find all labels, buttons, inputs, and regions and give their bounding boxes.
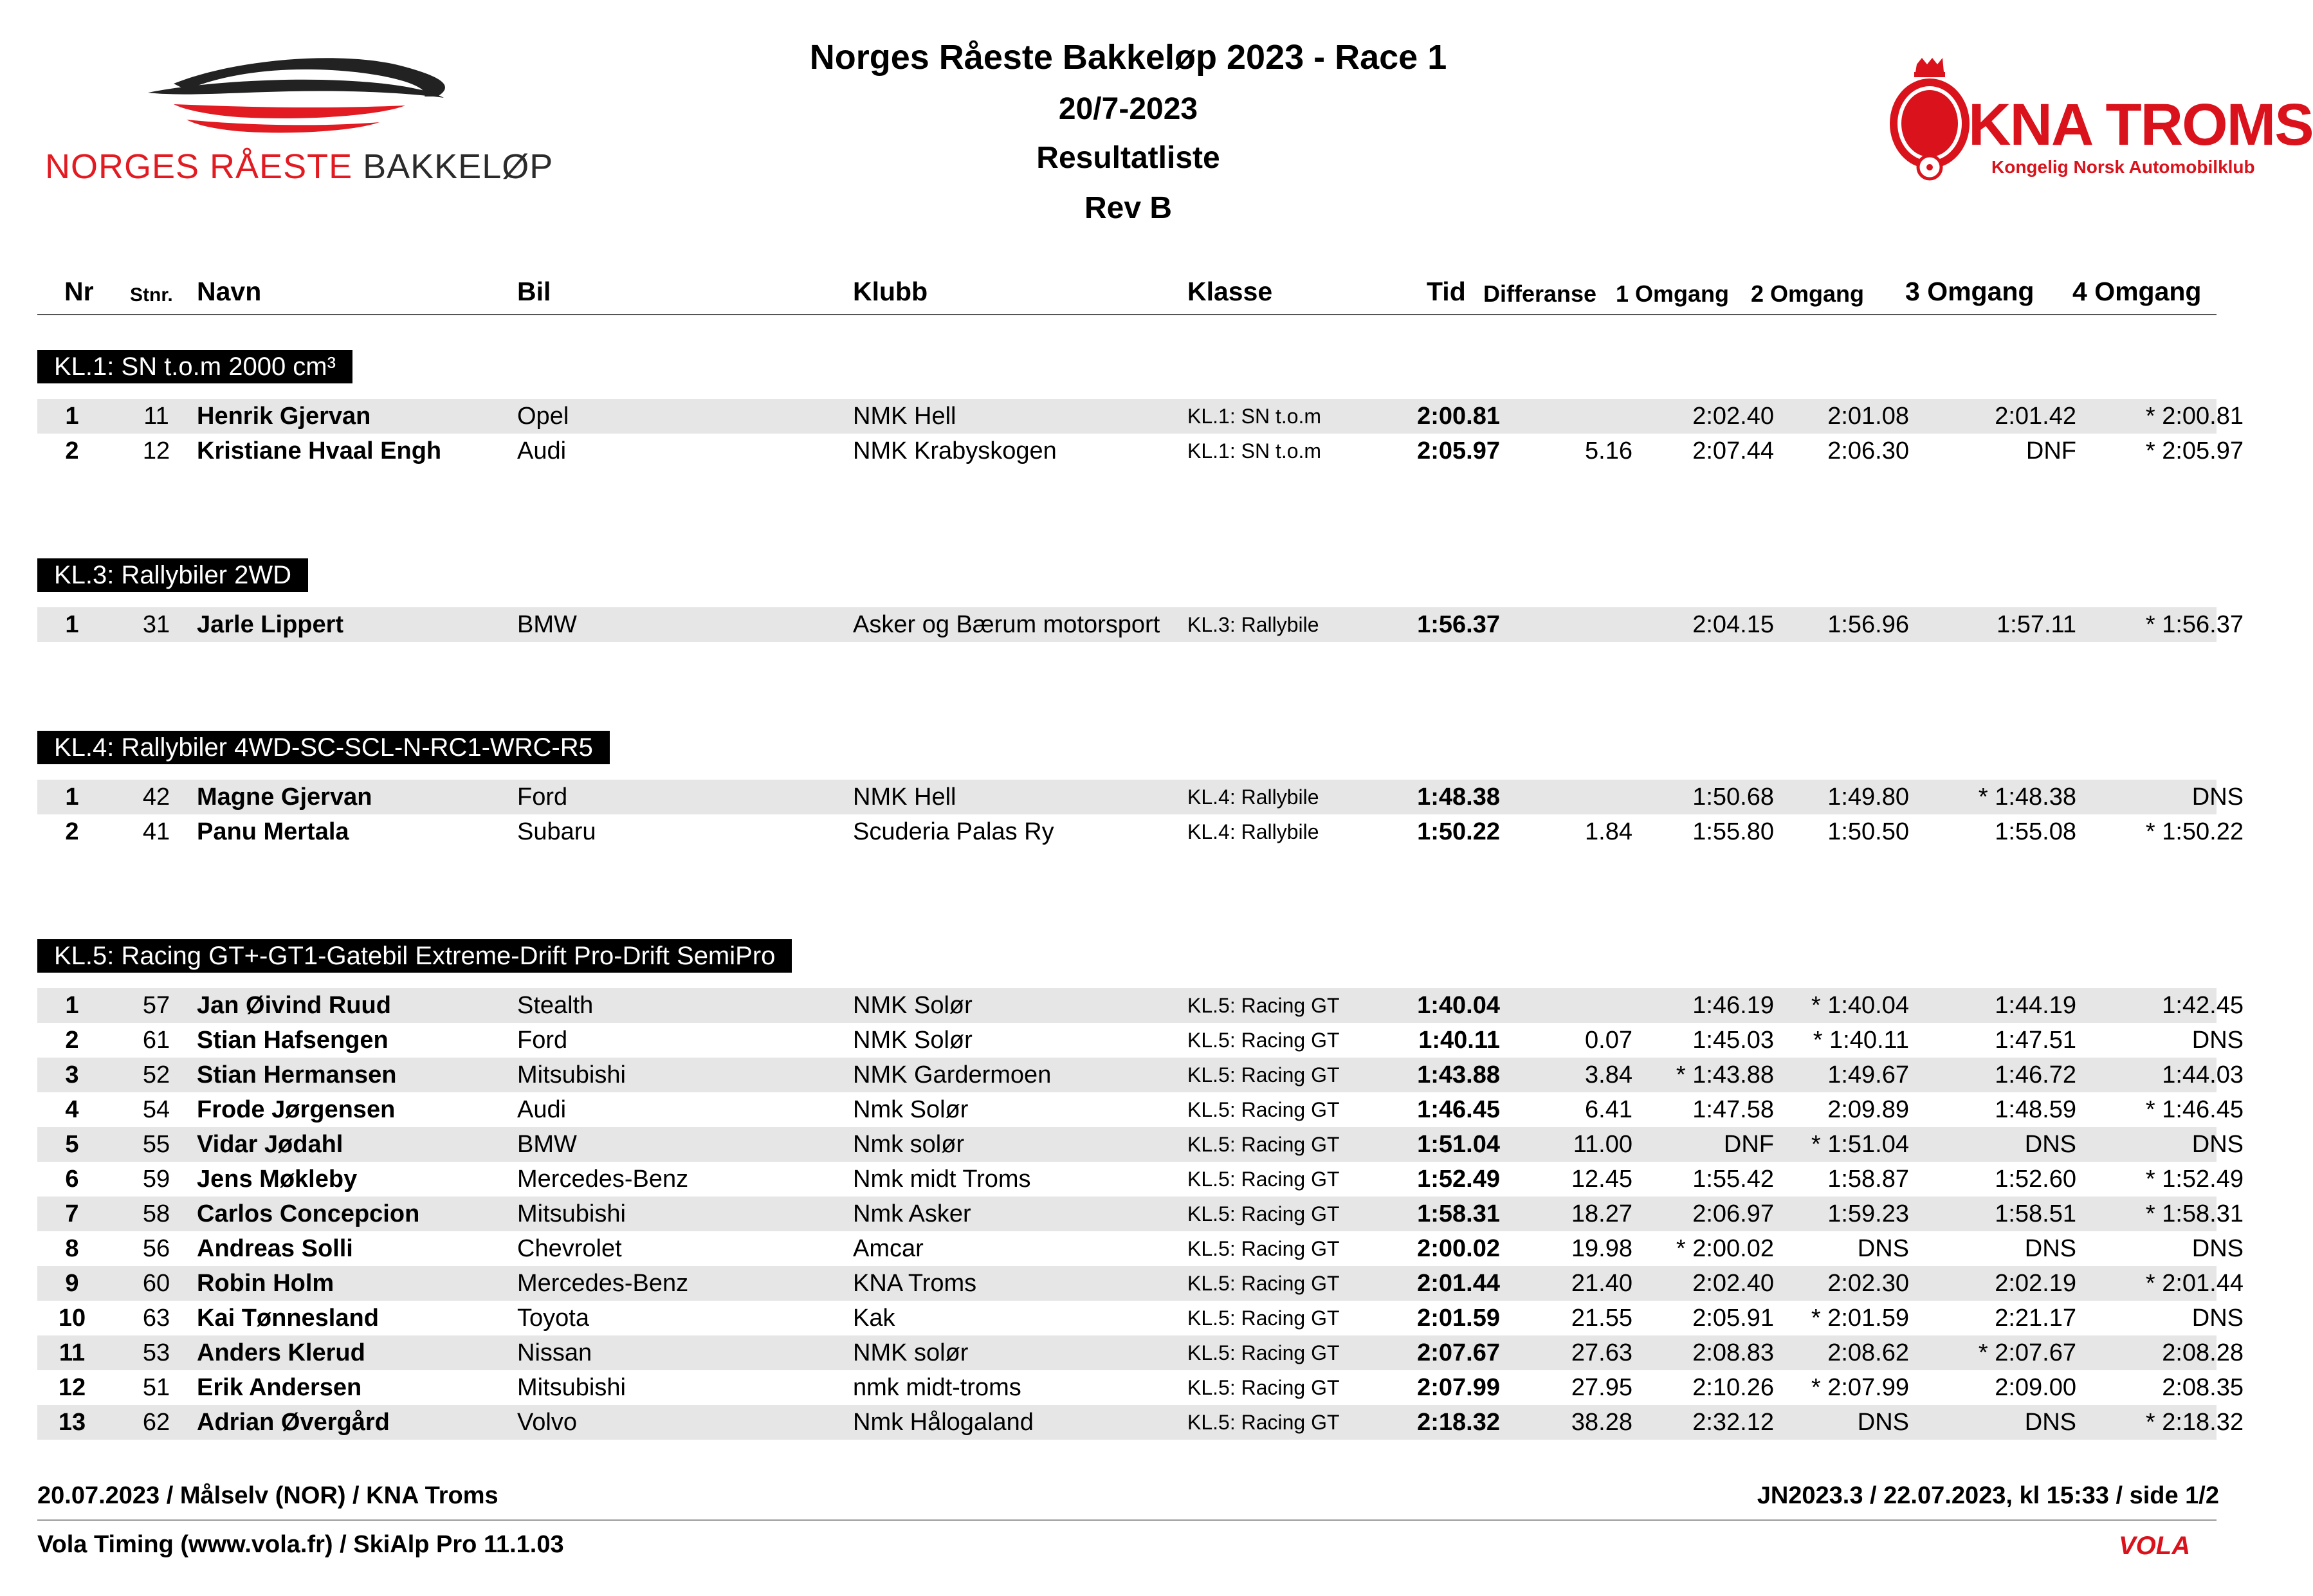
cell-tid: 2:05.97 bbox=[1417, 437, 1500, 464]
result-row bbox=[37, 434, 2244, 468]
cell-stnr: 54 bbox=[142, 1096, 170, 1123]
cell-klubb: Nmk Hålogaland bbox=[853, 1409, 1034, 1436]
cell-o2: 1:49.67 bbox=[1827, 1061, 1909, 1088]
cell-bil: Volvo bbox=[517, 1409, 577, 1436]
cell-diff: 18.27 bbox=[1571, 1200, 1632, 1227]
cell-klubb: nmk midt-troms bbox=[853, 1374, 1021, 1401]
cell-stnr: 31 bbox=[142, 611, 170, 638]
cell-tid: 1:48.38 bbox=[1417, 784, 1500, 811]
cell-o1: 2:05.91 bbox=[1692, 1305, 1774, 1332]
cell-o3: 1:46.72 bbox=[1995, 1061, 2076, 1088]
result-row bbox=[37, 1405, 2244, 1440]
cell-klasse: KL.1: SN t.o.m bbox=[1187, 405, 1322, 428]
cell-tid: 2:01.59 bbox=[1417, 1305, 1500, 1332]
cell-o1: 1:47.58 bbox=[1692, 1096, 1774, 1123]
cell-o2: * 1:51.04 bbox=[1811, 1131, 1909, 1158]
class-header: KL.5: Racing GT+-GT1-Gatebil Extreme-Drift Pro-Drift SemiPro bbox=[37, 939, 792, 973]
cell-tid: 2:07.67 bbox=[1417, 1339, 1500, 1366]
cell-o2: 1:59.23 bbox=[1827, 1200, 1909, 1227]
cell-klasse: KL.5: Racing GT bbox=[1187, 1272, 1340, 1295]
cell-nr: 2 bbox=[65, 437, 79, 464]
cell-navn: Frode Jørgensen bbox=[197, 1096, 396, 1123]
cell-nr: 4 bbox=[65, 1096, 79, 1123]
cell-nr: 1 bbox=[65, 403, 79, 430]
cell-o3: * 1:48.38 bbox=[1978, 784, 2076, 811]
cell-o4: 1:44.03 bbox=[2162, 1061, 2244, 1088]
cell-o2: 1:58.87 bbox=[1827, 1166, 1909, 1193]
event-date: 20/7-2023 bbox=[1058, 92, 1198, 126]
cell-klubb: NMK Solør bbox=[853, 1027, 973, 1054]
result-row bbox=[37, 1370, 2244, 1405]
result-row bbox=[37, 1162, 2244, 1197]
result-row bbox=[37, 1197, 2244, 1231]
cell-bil: Chevrolet bbox=[517, 1235, 622, 1262]
cell-o2: * 1:40.11 bbox=[1813, 1027, 1909, 1054]
cell-o2: DNS bbox=[1857, 1409, 1909, 1436]
class-header: KL.3: Rallybiler 2WD bbox=[37, 558, 308, 592]
cell-navn: Carlos Concepcion bbox=[197, 1200, 420, 1227]
cell-klasse: KL.3: Rallybile bbox=[1187, 613, 1319, 636]
cell-o3: 1:47.51 bbox=[1995, 1027, 2076, 1054]
cell-navn: Jan Øivind Ruud bbox=[197, 992, 391, 1019]
cell-o4: DNS bbox=[2191, 1235, 2244, 1262]
cell-nr: 5 bbox=[65, 1131, 79, 1158]
cell-tid: 1:58.31 bbox=[1417, 1200, 1500, 1227]
cell-diff: 27.95 bbox=[1571, 1374, 1632, 1401]
cell-o1: 2:02.40 bbox=[1692, 1270, 1774, 1297]
cell-o2: 2:09.89 bbox=[1827, 1096, 1909, 1123]
cell-stnr: 52 bbox=[142, 1061, 170, 1088]
cell-diff: 12.45 bbox=[1571, 1166, 1632, 1193]
cell-tid: 1:46.45 bbox=[1417, 1096, 1500, 1123]
cell-nr: 12 bbox=[58, 1374, 86, 1401]
cell-tid: 2:18.32 bbox=[1417, 1409, 1500, 1436]
cell-klubb: Nmk Asker bbox=[853, 1200, 971, 1227]
norges-raeste-bakkelop-logo bbox=[45, 45, 572, 187]
cell-o3: DNF bbox=[2025, 437, 2076, 464]
col-header-omgang-4: 4 Omgang bbox=[2072, 277, 2202, 306]
col-header-omgang-3: 3 Omgang bbox=[1905, 277, 2034, 306]
cell-klasse: KL.5: Racing GT bbox=[1187, 1168, 1340, 1191]
cell-o1: 2:04.15 bbox=[1692, 611, 1774, 638]
cell-klubb: NMK Hell bbox=[853, 784, 956, 811]
cell-nr: 9 bbox=[65, 1270, 79, 1297]
cell-o1: 1:55.42 bbox=[1692, 1166, 1774, 1193]
result-row bbox=[37, 780, 2244, 814]
cell-navn: Stian Hermansen bbox=[197, 1061, 397, 1088]
cell-o1: * 2:00.02 bbox=[1676, 1235, 1774, 1262]
cell-klasse: KL.1: SN t.o.m bbox=[1187, 439, 1322, 463]
cell-stnr: 62 bbox=[142, 1409, 170, 1436]
cell-diff: 21.40 bbox=[1571, 1270, 1632, 1297]
cell-o4: 1:42.45 bbox=[2162, 992, 2244, 1019]
cell-tid: 1:52.49 bbox=[1417, 1166, 1500, 1193]
cell-navn: Kai Tønnesland bbox=[197, 1305, 379, 1332]
logo-wordmark: NORGES RÅESTE BAKKELØP bbox=[45, 147, 554, 186]
cell-diff: 38.28 bbox=[1571, 1409, 1632, 1436]
cell-o1: 2:08.83 bbox=[1692, 1339, 1774, 1366]
cell-o2: 2:06.30 bbox=[1827, 437, 1909, 464]
cell-o3: 2:21.17 bbox=[1995, 1305, 2076, 1332]
cell-klubb: Nmk Solør bbox=[853, 1096, 969, 1123]
kna-crown-badge-icon bbox=[1885, 53, 1975, 194]
cell-stnr: 42 bbox=[142, 784, 170, 811]
cell-o4: DNS bbox=[2191, 1305, 2244, 1332]
cell-stnr: 60 bbox=[142, 1270, 170, 1297]
result-row bbox=[37, 814, 2244, 849]
cell-o4: * 2:05.97 bbox=[2145, 437, 2244, 464]
cell-klasse: KL.5: Racing GT bbox=[1187, 1341, 1340, 1364]
cell-nr: 11 bbox=[59, 1339, 86, 1366]
col-header-klubb: Klubb bbox=[853, 277, 928, 306]
cell-o3: DNS bbox=[2024, 1235, 2076, 1262]
cell-diff: 0.07 bbox=[1585, 1027, 1632, 1054]
result-row bbox=[37, 1092, 2244, 1127]
cell-o3: 1:57.11 bbox=[1997, 611, 2076, 638]
result-row bbox=[37, 1335, 2244, 1370]
cell-nr: 7 bbox=[65, 1200, 79, 1227]
cell-klasse: KL.5: Racing GT bbox=[1187, 994, 1340, 1017]
col-header-klasse: Klasse bbox=[1187, 277, 1273, 306]
cell-tid: 2:00.02 bbox=[1417, 1235, 1500, 1262]
cell-bil: Subaru bbox=[517, 818, 596, 845]
cell-o3: * 2:07.67 bbox=[1978, 1339, 2076, 1366]
cell-bil: Mitsubishi bbox=[517, 1200, 626, 1227]
cell-o4: * 1:46.45 bbox=[2145, 1096, 2244, 1123]
vola-wordmark: VOLA bbox=[2119, 1532, 2191, 1560]
cell-o2: 1:50.50 bbox=[1827, 818, 1909, 845]
cell-o2: DNS bbox=[1857, 1235, 1909, 1262]
cell-o4: * 2:00.81 bbox=[2145, 403, 2244, 430]
cell-o2: 1:56.96 bbox=[1827, 611, 1909, 638]
cell-stnr: 59 bbox=[142, 1166, 170, 1193]
cell-stnr: 41 bbox=[142, 818, 170, 845]
kna-subtitle: Kongelig Norsk Automobilklub bbox=[1991, 157, 2255, 177]
cell-o2: 1:49.80 bbox=[1827, 784, 1909, 811]
cell-stnr: 58 bbox=[142, 1200, 170, 1227]
cell-bil: Audi bbox=[517, 1096, 567, 1123]
col-header-bil: Bil bbox=[517, 277, 551, 306]
result-row bbox=[37, 1127, 2244, 1162]
cell-o1: 2:02.40 bbox=[1692, 403, 1774, 430]
cell-nr: 10 bbox=[58, 1305, 86, 1332]
cell-diff: 3.84 bbox=[1585, 1061, 1632, 1088]
cell-o4: * 1:58.31 bbox=[2145, 1200, 2244, 1227]
cell-o4: * 1:50.22 bbox=[2145, 818, 2244, 845]
result-row bbox=[37, 1023, 2244, 1058]
cell-o4: DNS bbox=[2191, 784, 2244, 811]
cell-klubb: KNA Troms bbox=[853, 1270, 977, 1297]
cell-stnr: 57 bbox=[142, 992, 170, 1019]
cell-o3: 1:52.60 bbox=[1995, 1166, 2076, 1193]
col-header-omgang-2: 2 Omgang bbox=[1751, 280, 1865, 307]
cell-nr: 1 bbox=[65, 784, 79, 811]
cell-klasse: KL.5: Racing GT bbox=[1187, 1098, 1340, 1121]
result-row bbox=[37, 1058, 2244, 1092]
cell-klasse: KL.5: Racing GT bbox=[1187, 1411, 1340, 1434]
vola-logo bbox=[2116, 1528, 2219, 1563]
cell-bil: Ford bbox=[517, 784, 568, 811]
cell-diff: 6.41 bbox=[1585, 1096, 1632, 1123]
col-header-stnr: Stnr. bbox=[130, 284, 173, 306]
cell-klasse: KL.5: Racing GT bbox=[1187, 1202, 1340, 1225]
cell-nr: 13 bbox=[58, 1409, 86, 1436]
cell-klubb: NMK Krabyskogen bbox=[853, 437, 1057, 464]
col-header-navn: Navn bbox=[197, 277, 262, 306]
cell-klubb: NMK Gardermoen bbox=[853, 1061, 1052, 1088]
cell-bil: Mitsubishi bbox=[517, 1061, 626, 1088]
cell-stnr: 56 bbox=[142, 1235, 170, 1262]
cell-o4: DNS bbox=[2191, 1131, 2244, 1158]
cell-klubb: NMK solør bbox=[853, 1339, 969, 1366]
cell-klasse: KL.5: Racing GT bbox=[1187, 1029, 1340, 1052]
car-silhouette-icon bbox=[45, 45, 572, 148]
cell-tid: 1:51.04 bbox=[1417, 1131, 1500, 1158]
cell-stnr: 11 bbox=[143, 403, 169, 430]
cell-klasse: KL.5: Racing GT bbox=[1187, 1376, 1340, 1399]
cell-klasse: KL.5: Racing GT bbox=[1187, 1133, 1340, 1156]
cell-klubb: Asker og Bærum motorsport bbox=[853, 611, 1160, 638]
header-divider bbox=[37, 314, 2217, 315]
cell-bil: Audi bbox=[517, 437, 567, 464]
cell-stnr: 51 bbox=[142, 1374, 170, 1401]
cell-diff: 11.00 bbox=[1573, 1131, 1632, 1158]
page-subtitle: Resultatliste bbox=[1036, 141, 1220, 175]
cell-o2: * 1:40.04 bbox=[1811, 992, 1909, 1019]
cell-o2: 2:02.30 bbox=[1827, 1270, 1909, 1297]
result-row bbox=[37, 399, 2244, 434]
page-title: Norges Råeste Bakkeløp 2023 - Race 1 bbox=[809, 38, 1447, 77]
footer-event-info: 20.07.2023 / Målselv (NOR) / KNA Troms bbox=[37, 1482, 498, 1509]
cell-nr: 1 bbox=[65, 611, 79, 638]
col-header-tid: Tid bbox=[1427, 277, 1466, 306]
cell-o3: 2:09.00 bbox=[1995, 1374, 2076, 1401]
cell-navn: Erik Andersen bbox=[197, 1374, 362, 1401]
cell-o2: * 2:07.99 bbox=[1811, 1374, 1909, 1401]
class-header: KL.1: SN t.o.m 2000 cm³ bbox=[37, 350, 352, 383]
cell-o3: DNS bbox=[2024, 1131, 2076, 1158]
kna-troms-logo bbox=[1885, 53, 2313, 194]
cell-diff: 1.84 bbox=[1585, 818, 1632, 845]
cell-stnr: 53 bbox=[142, 1339, 170, 1366]
cell-klubb: Nmk midt Troms bbox=[853, 1166, 1031, 1193]
footer-timing-credit: Vola Timing (www.vola.fr) / SkiAlp Pro 11.1.03 bbox=[37, 1531, 564, 1558]
cell-nr: 8 bbox=[65, 1235, 79, 1262]
col-header-nr: Nr bbox=[64, 277, 94, 306]
cell-navn: Magne Gjervan bbox=[197, 784, 372, 811]
footer-divider bbox=[37, 1519, 2217, 1521]
cell-bil: Mitsubishi bbox=[517, 1374, 626, 1401]
cell-o2: * 2:01.59 bbox=[1811, 1305, 1909, 1332]
cell-o1: DNF bbox=[1723, 1131, 1774, 1158]
cell-navn: Andreas Solli bbox=[197, 1235, 353, 1262]
cell-navn: Adrian Øvergård bbox=[197, 1409, 390, 1436]
revision-label: Rev B bbox=[1084, 191, 1173, 225]
cell-klasse: KL.5: Racing GT bbox=[1187, 1307, 1340, 1330]
cell-navn: Stian Hafsengen bbox=[197, 1027, 389, 1054]
cell-tid: 1:43.88 bbox=[1417, 1061, 1500, 1088]
cell-nr: 2 bbox=[65, 1027, 79, 1054]
col-header-omgang-1: 1 Omgang bbox=[1616, 280, 1730, 307]
cell-navn: Vidar Jødahl bbox=[197, 1131, 343, 1158]
cell-diff: 5.16 bbox=[1585, 437, 1632, 464]
cell-klubb: Kak bbox=[853, 1305, 895, 1332]
cell-klasse: KL.4: Rallybile bbox=[1187, 820, 1319, 843]
cell-o1: 2:06.97 bbox=[1692, 1200, 1774, 1227]
cell-bil: BMW bbox=[517, 1131, 577, 1158]
cell-tid: 1:50.22 bbox=[1417, 818, 1500, 845]
cell-nr: 3 bbox=[65, 1061, 79, 1088]
cell-klubb: NMK Solør bbox=[853, 992, 973, 1019]
cell-klubb: Scuderia Palas Ry bbox=[853, 818, 1054, 845]
col-header-differanse: Differanse bbox=[1483, 280, 1597, 307]
cell-navn: Kristiane Hvaal Engh bbox=[197, 437, 442, 464]
cell-o3: 1:44.19 bbox=[1995, 992, 2076, 1019]
cell-klasse: KL.5: Racing GT bbox=[1187, 1237, 1340, 1260]
cell-tid: 1:40.04 bbox=[1417, 992, 1500, 1019]
result-row bbox=[37, 1231, 2244, 1266]
cell-diff: 19.98 bbox=[1571, 1235, 1632, 1262]
cell-tid: 2:01.44 bbox=[1417, 1270, 1500, 1297]
cell-o3: 1:48.59 bbox=[1995, 1096, 2076, 1123]
cell-tid: 2:07.99 bbox=[1417, 1374, 1500, 1401]
cell-stnr: 61 bbox=[142, 1027, 170, 1054]
cell-klubb: Nmk solør bbox=[853, 1131, 965, 1158]
cell-o4: DNS bbox=[2191, 1027, 2244, 1054]
class-header: KL.4: Rallybiler 4WD-SC-SCL-N-RC1-WRC-R5 bbox=[37, 731, 610, 764]
cell-nr: 2 bbox=[65, 818, 79, 845]
cell-o2: 2:01.08 bbox=[1827, 403, 1909, 430]
cell-o2: 2:08.62 bbox=[1827, 1339, 1909, 1366]
cell-diff: 27.63 bbox=[1571, 1339, 1632, 1366]
cell-o1: 2:07.44 bbox=[1692, 437, 1774, 464]
result-row bbox=[37, 1266, 2244, 1301]
result-row bbox=[37, 1301, 2244, 1335]
cell-o1: 1:46.19 bbox=[1692, 992, 1774, 1019]
cell-bil: Ford bbox=[517, 1027, 568, 1054]
cell-klubb: Amcar bbox=[853, 1235, 924, 1262]
cell-o4: * 2:18.32 bbox=[2145, 1409, 2244, 1436]
cell-o4: * 2:01.44 bbox=[2145, 1270, 2244, 1297]
cell-tid: 2:00.81 bbox=[1417, 403, 1500, 430]
result-row bbox=[37, 607, 2244, 642]
cell-o3: DNS bbox=[2024, 1409, 2076, 1436]
cell-stnr: 55 bbox=[142, 1131, 170, 1158]
cell-o4: 2:08.28 bbox=[2162, 1339, 2244, 1366]
cell-navn: Anders Klerud bbox=[197, 1339, 365, 1366]
footer-page-info: JN2023.3 / 22.07.2023, kl 15:33 / side 1/2 bbox=[1757, 1482, 2219, 1509]
cell-navn: Robin Holm bbox=[197, 1270, 334, 1297]
cell-o1: 1:55.80 bbox=[1692, 818, 1774, 845]
cell-o1: 1:50.68 bbox=[1692, 784, 1774, 811]
cell-navn: Jarle Lippert bbox=[197, 611, 344, 638]
cell-bil: Opel bbox=[517, 403, 569, 430]
cell-navn: Henrik Gjervan bbox=[197, 403, 371, 430]
cell-bil: BMW bbox=[517, 611, 577, 638]
cell-nr: 6 bbox=[65, 1166, 79, 1193]
cell-bil: Toyota bbox=[517, 1305, 589, 1332]
kna-troms-wordmark: KNA TROMS bbox=[1968, 92, 2313, 158]
cell-stnr: 12 bbox=[142, 437, 170, 464]
cell-tid: 1:40.11 bbox=[1418, 1027, 1500, 1054]
cell-o1: 2:32.12 bbox=[1692, 1409, 1774, 1436]
cell-bil: Mercedes-Benz bbox=[517, 1270, 689, 1297]
cell-o4: 2:08.35 bbox=[2162, 1374, 2244, 1401]
cell-tid: 1:56.37 bbox=[1417, 611, 1500, 638]
cell-o3: 2:01.42 bbox=[1995, 403, 2076, 430]
result-row bbox=[37, 988, 2244, 1023]
cell-navn: Panu Mertala bbox=[197, 818, 349, 845]
cell-o3: 1:58.51 bbox=[1995, 1200, 2076, 1227]
cell-o1: * 1:43.88 bbox=[1676, 1061, 1774, 1088]
cell-klasse: KL.4: Rallybile bbox=[1187, 785, 1319, 809]
cell-klubb: NMK Hell bbox=[853, 403, 956, 430]
cell-o1: 2:10.26 bbox=[1692, 1374, 1774, 1401]
cell-navn: Jens Møkleby bbox=[197, 1166, 358, 1193]
cell-o3: 2:02.19 bbox=[1995, 1270, 2076, 1297]
cell-o3: 1:55.08 bbox=[1995, 818, 2076, 845]
cell-klasse: KL.5: Racing GT bbox=[1187, 1063, 1340, 1087]
cell-o4: * 1:56.37 bbox=[2145, 611, 2244, 638]
cell-bil: Mercedes-Benz bbox=[517, 1166, 689, 1193]
cell-diff: 21.55 bbox=[1571, 1305, 1632, 1332]
cell-nr: 1 bbox=[65, 992, 79, 1019]
cell-stnr: 63 bbox=[142, 1305, 170, 1332]
cell-o1: 1:45.03 bbox=[1692, 1027, 1774, 1054]
cell-o4: * 1:52.49 bbox=[2145, 1166, 2244, 1193]
cell-bil: Nissan bbox=[517, 1339, 592, 1366]
cell-bil: Stealth bbox=[517, 992, 594, 1019]
